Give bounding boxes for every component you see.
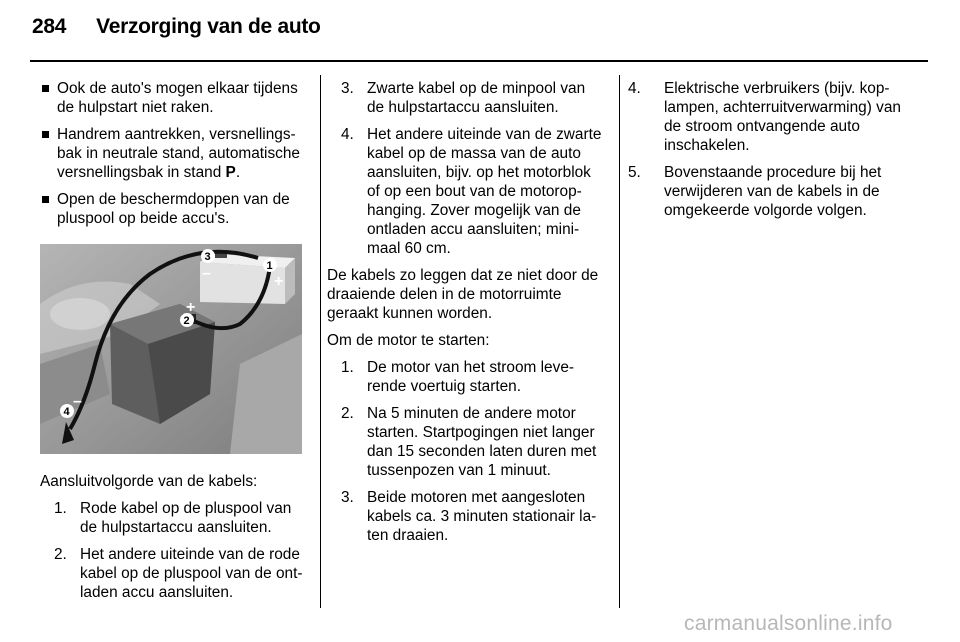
list-item: 4. Elektrische verbruikers (bijv. kop-lampen, achterruitverwarming) van de stroom ontvangende auto inschakelen. bbox=[628, 80, 901, 154]
header-rule bbox=[30, 60, 928, 62]
bullet-text-end: . bbox=[235, 164, 241, 181]
paragraph: De kabels zo leggen dat ze niet door de draaiende delen in de motorruimte geraakt kunnen worden. bbox=[327, 267, 599, 322]
list-item: 2. Het andere uiteinde van de rode kabel op de pluspool van de ont-laden accu aansluiten. bbox=[54, 546, 303, 601]
section-heading: Aansluitvolgorde van de kabels: bbox=[40, 473, 258, 490]
plus-sign: + bbox=[186, 299, 196, 316]
jump-start-illustration bbox=[40, 244, 302, 454]
column-2 bbox=[327, 79, 605, 553]
list-item: 4. Het andere uiteinde van de zwarte kabel op de massa van de auto aansluiten, bijv. op het motorblok of op een bout van de motorop-hanging. Zover mogelijk van de ontladen accu aansluiten; mini-maal 60 cm. bbox=[341, 126, 602, 257]
gear-position-p: P bbox=[225, 164, 236, 181]
plus-sign: + bbox=[274, 273, 284, 290]
page-header bbox=[32, 15, 321, 39]
bullet-text: Handrem aantrekken, versnellings-bak in neutrale stand, automatische versnellingsbak in stand bbox=[57, 126, 300, 181]
list-item: 2. Na 5 minuten de andere motor starten. Startpogingen niet langer dan 15 seconden laten duren met tussenpozen van 1 minuut. bbox=[341, 405, 597, 479]
callout-3: 3 bbox=[204, 251, 211, 263]
callout-1: 1 bbox=[266, 260, 273, 272]
section-heading: Om de motor te starten: bbox=[327, 332, 490, 349]
list-item: 3. Zwarte kabel op de minpool van de hulpstartaccu aansluiten. bbox=[341, 80, 586, 116]
list-item: 5. Bovenstaande procedure bij het verwijderen van de kabels in de omgekeerde volgorde volgen. bbox=[628, 164, 882, 219]
callout-4: 4 bbox=[63, 406, 70, 418]
bullet-text: Ook de auto's mogen elkaar tijdens de hulpstart niet raken. bbox=[57, 80, 298, 116]
column-divider bbox=[619, 75, 620, 608]
bullet-item bbox=[40, 125, 306, 182]
list-item: 3. Beide motoren met aangesloten kabels ca. 3 minuten stationair la-ten draaien. bbox=[341, 489, 597, 544]
column-1 bbox=[40, 79, 306, 610]
page-title: Verzorging van de auto bbox=[96, 15, 321, 38]
bullet-item bbox=[40, 79, 306, 117]
page-number: 284 bbox=[32, 15, 67, 38]
column-3 bbox=[628, 79, 908, 228]
bullet-item bbox=[40, 190, 306, 228]
column-divider bbox=[320, 75, 321, 608]
callout-2: 2 bbox=[183, 315, 190, 327]
minus-sign: – bbox=[73, 393, 82, 410]
minus-sign: – bbox=[202, 265, 211, 282]
list-item: 1. De motor van het stroom leve-rende voertuig starten. bbox=[341, 359, 574, 395]
bullet-text: Open de beschermdoppen van de pluspool op beide accu's. bbox=[57, 191, 290, 227]
list-item: 1. Rode kabel op de pluspool van de hulpstartaccu aansluiten. bbox=[54, 500, 292, 536]
watermark: carmanualsonline.info bbox=[684, 612, 893, 635]
